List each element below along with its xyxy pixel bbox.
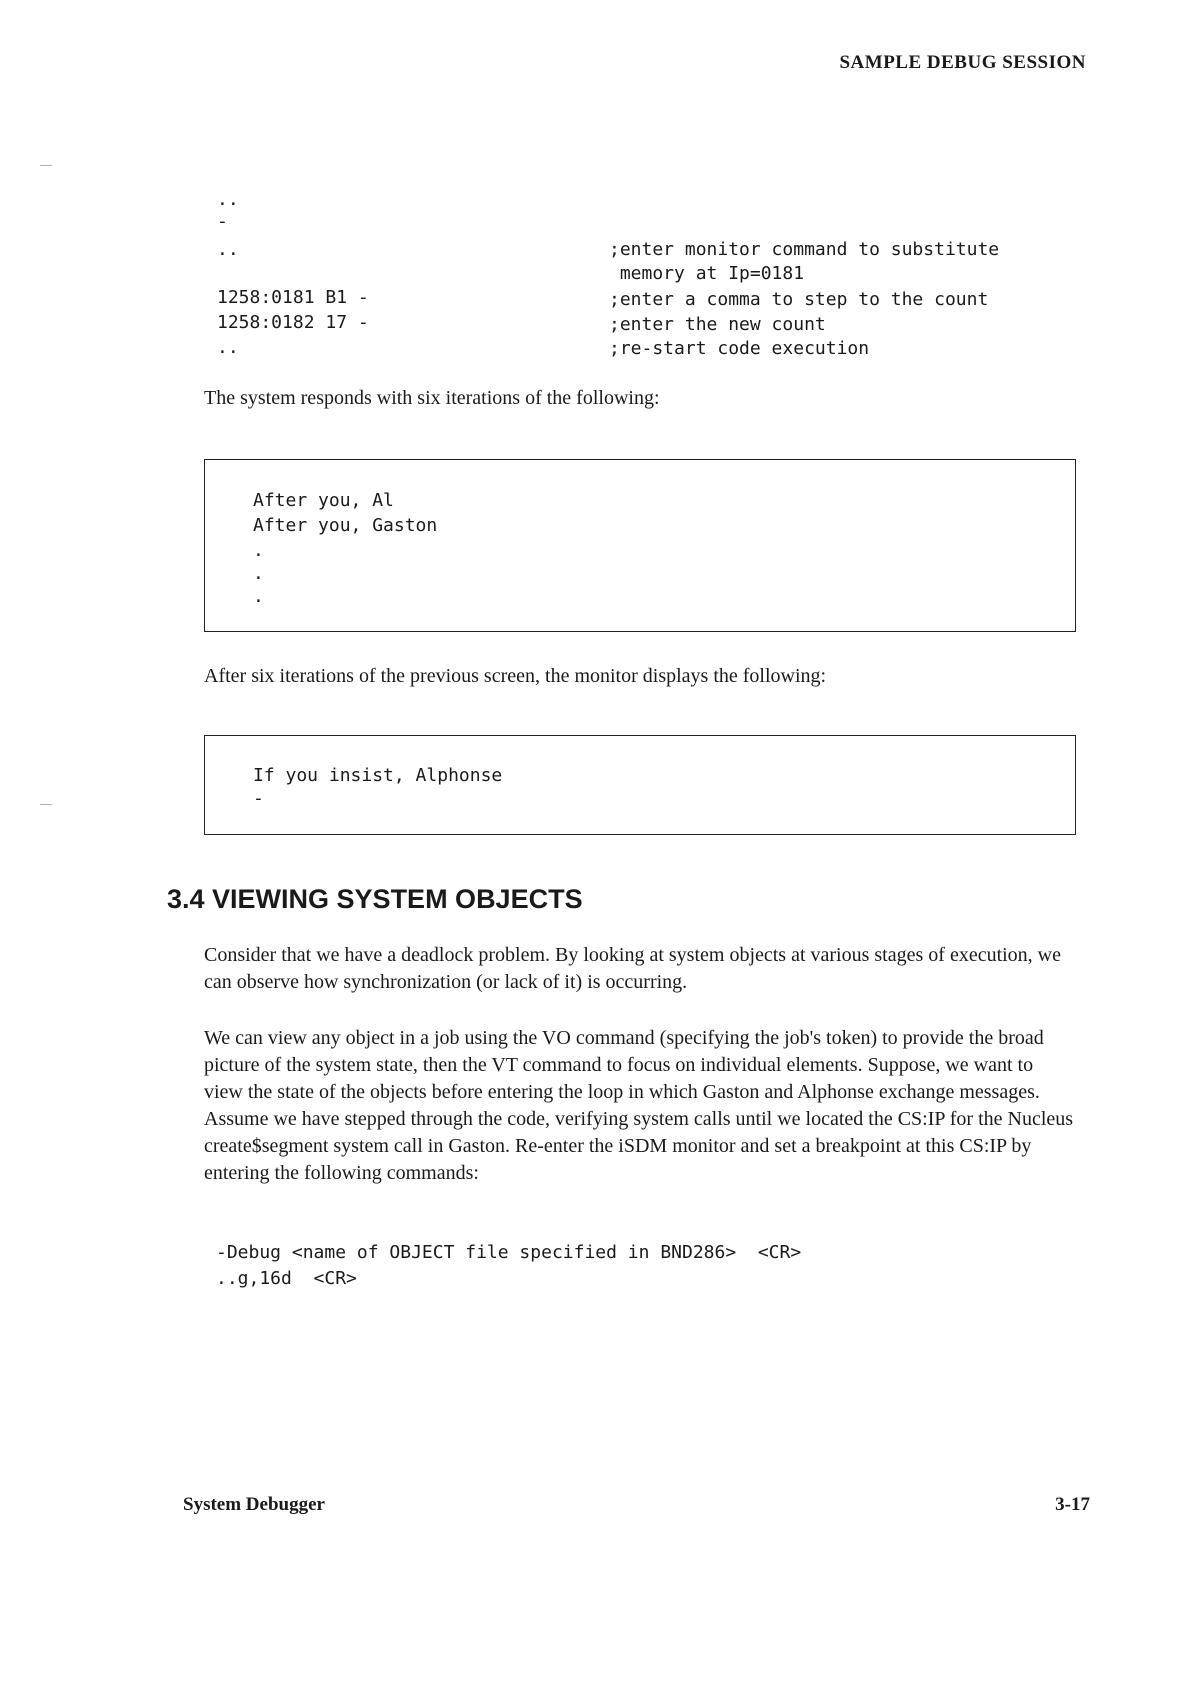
- page-number: 3-17: [1055, 1494, 1090, 1515]
- screen-line: .: [253, 540, 264, 561]
- scan-mark: [40, 804, 52, 805]
- code-comment: ;enter the new count: [609, 314, 826, 335]
- paragraph: Consider that we have a deadlock problem. By looking at system objects at various stages of execution, we can observe how synchronization (or lack of it) is occurring.: [204, 944, 1062, 993]
- screen-line: -: [253, 788, 264, 809]
- code-comment: ;re-start code execution: [609, 338, 870, 359]
- command-line: ..g,16d <CR>: [216, 1268, 357, 1289]
- code-left: -: [217, 211, 228, 232]
- code-left: ..: [217, 189, 239, 210]
- code-address: 1258:0181 B1 -: [217, 287, 369, 308]
- scan-mark: [40, 165, 52, 166]
- screen-line: .: [253, 563, 264, 584]
- code-comment: ;enter monitor command to substitute: [609, 239, 1000, 260]
- command-line: -Debug <name of OBJECT file specified in BND286> <CR>: [216, 1242, 802, 1263]
- code-left: ..: [217, 337, 239, 358]
- screen-line: After you, Al: [253, 490, 394, 511]
- screen-output-box: [204, 735, 1076, 835]
- code-comment: memory at Ip=0181: [609, 263, 805, 284]
- screen-line: After you, Gaston: [253, 515, 438, 536]
- running-header: SAMPLE DEBUG SESSION: [839, 52, 1086, 73]
- screen-line: .: [253, 586, 264, 607]
- screen-output-box: [204, 459, 1076, 632]
- section-heading: 3.4 VIEWING SYSTEM OBJECTS: [167, 884, 583, 914]
- footer-title: System Debugger: [183, 1494, 325, 1515]
- code-address: 1258:0182 17 -: [217, 312, 369, 333]
- paragraph: We can view any object in a job using the VO command (specifying the job's token) to provide the broad picture of the system state, then the VT command to focus on individual elements. Suppose, we want to view the state of the objects before entering the loop in which Gaston and Alphonse exchange messages. Assume we have stepped through the code, verifying system calls until we located the CS:IP for the Nucleus create$segment system call in Gaston. Re-enter the iSDM monitor and set a breakpoint at this CS:IP by entering the following commands:: [204, 1027, 1074, 1184]
- code-comment: ;enter a comma to step to the count: [609, 289, 989, 310]
- paragraph: After six iterations of the previous screen, the monitor displays the following:: [204, 665, 827, 687]
- code-left: ..: [217, 239, 239, 260]
- screen-line: If you insist, Alphonse: [253, 765, 503, 786]
- paragraph: The system responds with six iterations of the following:: [204, 387, 660, 409]
